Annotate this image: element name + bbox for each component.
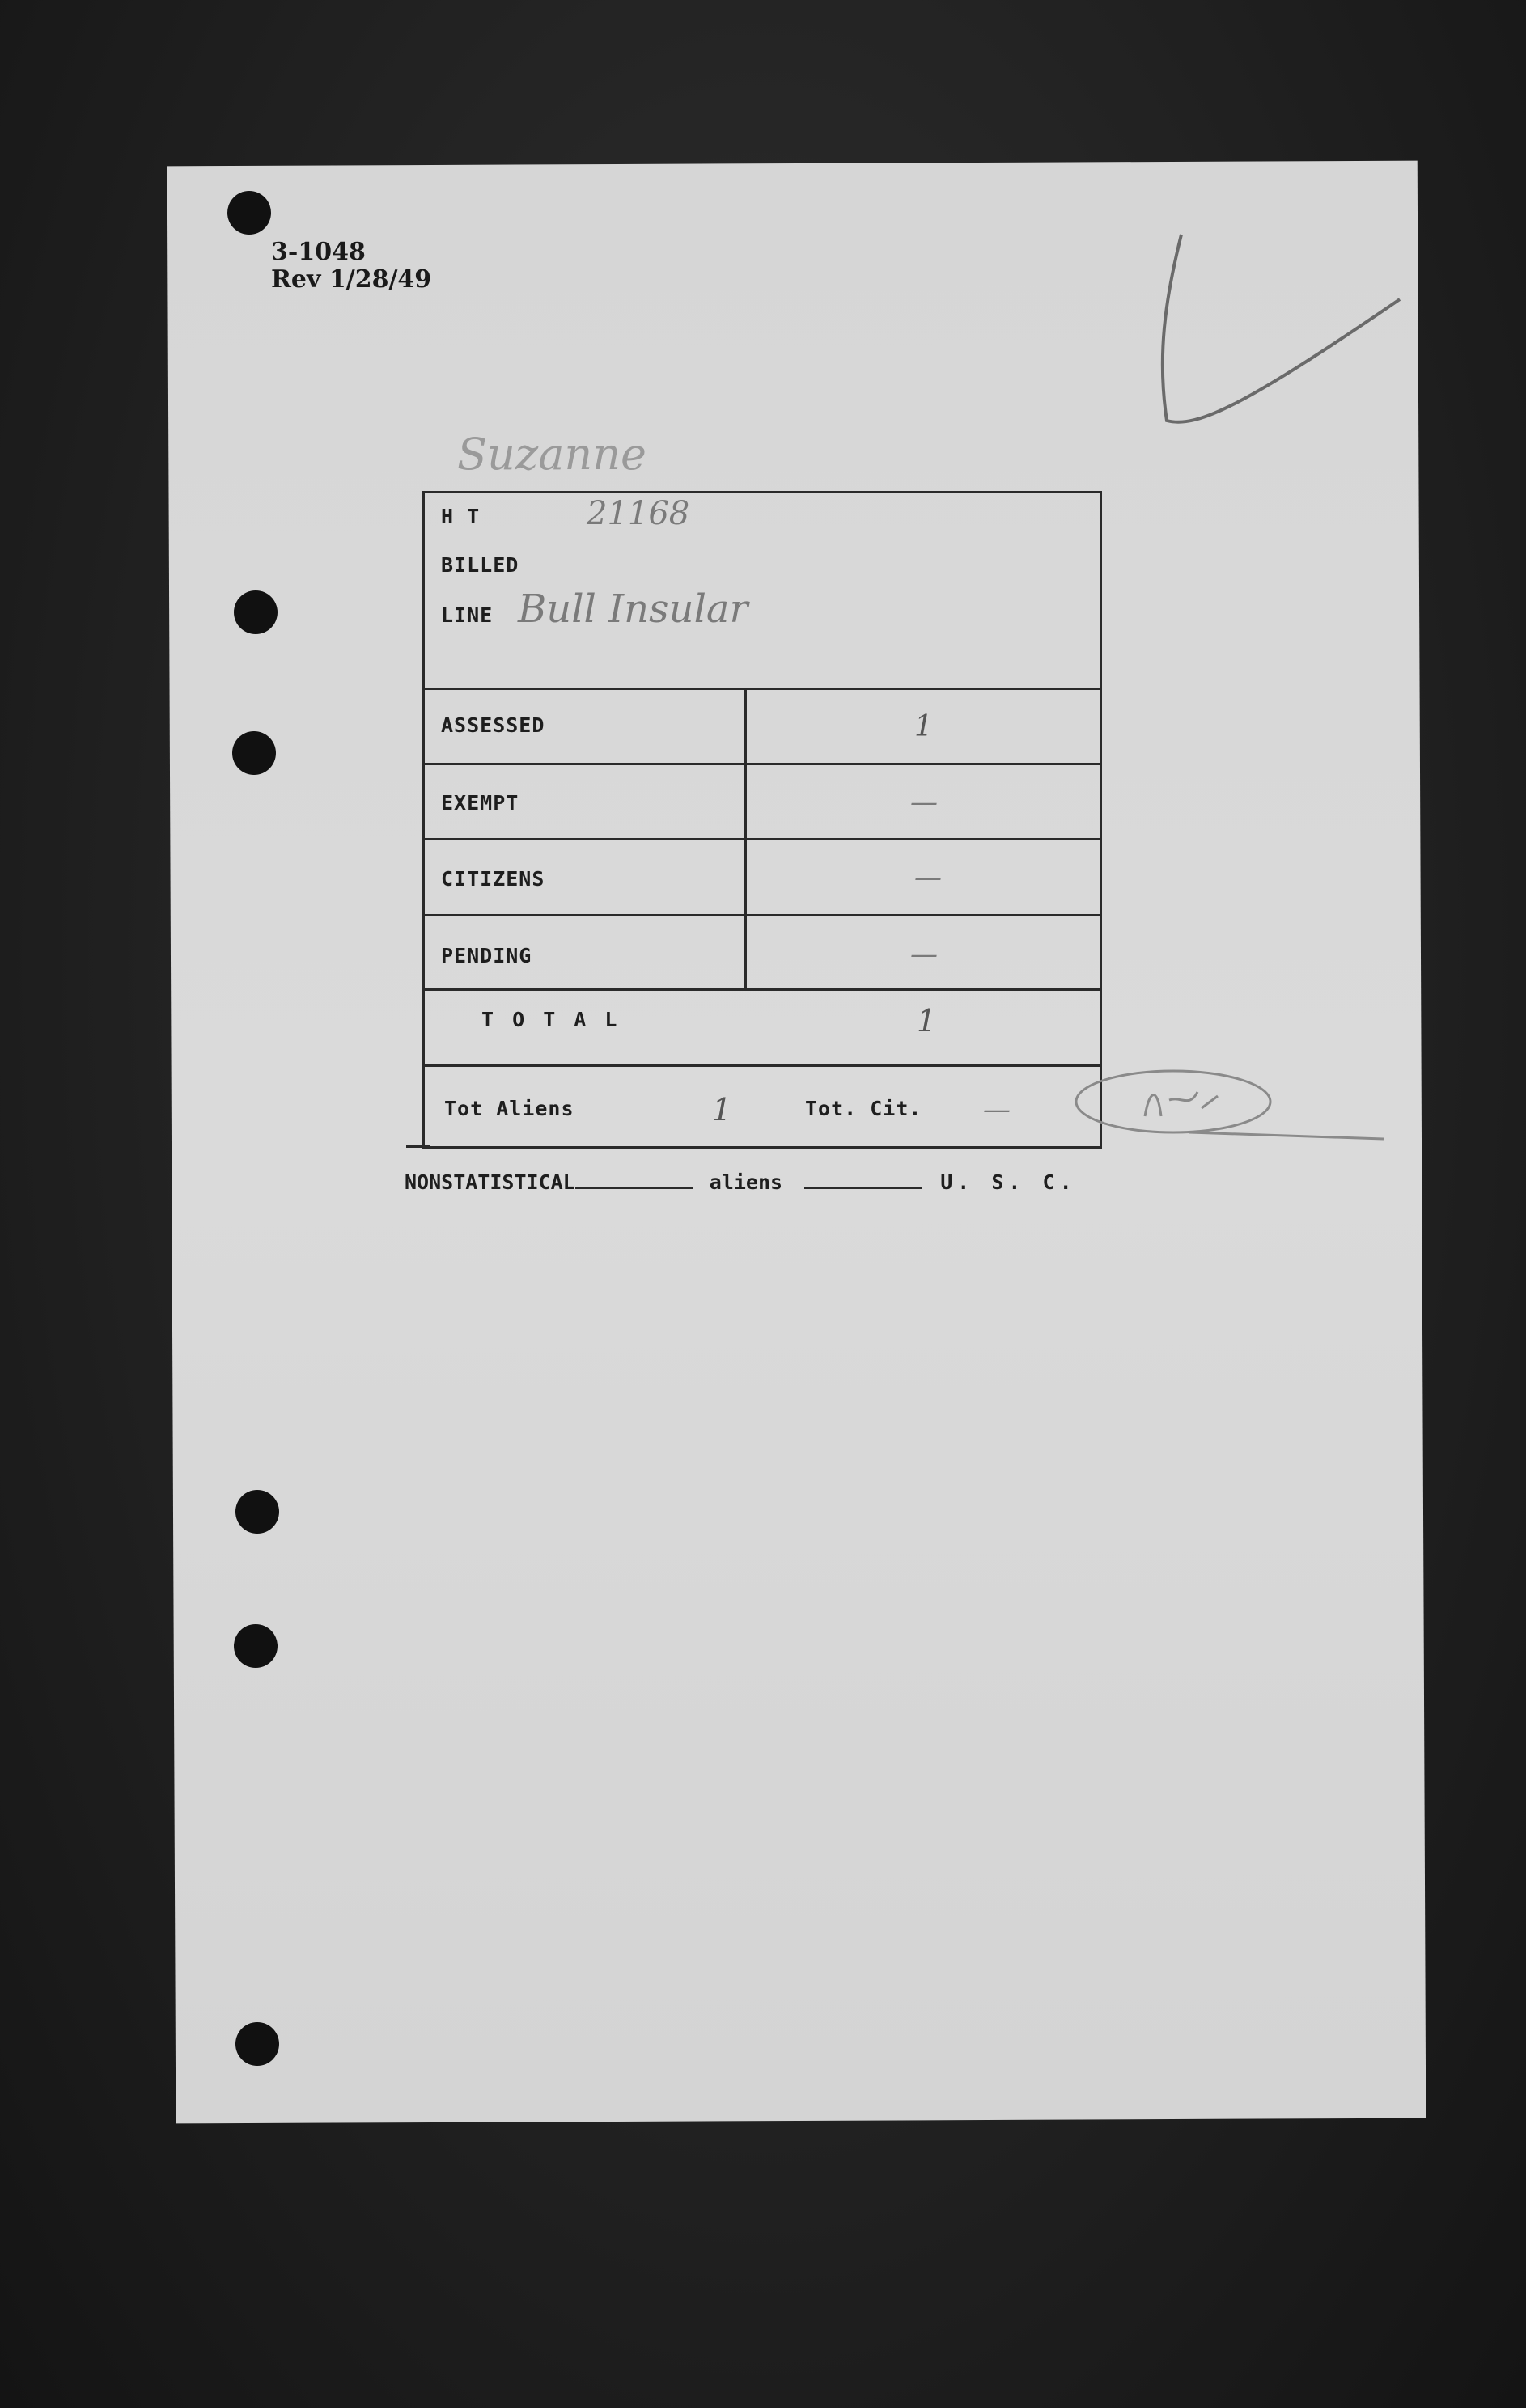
punch-hole [234, 1624, 278, 1668]
row-label-exempt: EXEMPT [441, 791, 519, 815]
tot-aliens-label: Tot Aliens [444, 1097, 574, 1120]
row-label-pending: PENDING [441, 944, 532, 967]
form-revision: Rev 1/28/49 [271, 265, 432, 294]
tot-cit-label: Tot. Cit. [805, 1097, 922, 1120]
blank-field [575, 1169, 693, 1189]
punch-hole [235, 2022, 279, 2066]
punch-hole [235, 1490, 279, 1534]
punch-hole [234, 590, 278, 634]
usc-label: U. S. C. [940, 1170, 1077, 1194]
aliens-label: aliens [709, 1170, 783, 1194]
row-value-exempt: — [910, 786, 938, 819]
divider [425, 1064, 1100, 1067]
nonstatistical-line [405, 1169, 1077, 1194]
divider [406, 1145, 430, 1148]
column-divider [744, 688, 747, 988]
divider [425, 988, 1100, 991]
row-value-pending: — [910, 938, 938, 971]
total-value: 1 [917, 1003, 937, 1039]
row-label-citizens: CITIZENS [441, 867, 545, 891]
form-identifier [271, 239, 431, 294]
line-value: Bull Insular [518, 586, 748, 632]
divider [425, 838, 1100, 840]
divider [425, 763, 1100, 765]
line-label: LINE [441, 603, 494, 627]
ht-label: H T [441, 505, 481, 528]
nonstatistical-label: NONSTATISTICAL [405, 1170, 575, 1194]
divider [425, 688, 1100, 690]
billed-label: BILLED [441, 553, 519, 577]
row-value-assessed: 1 [914, 710, 933, 743]
manifest-summary-box [422, 491, 1102, 1149]
punch-hole [227, 191, 271, 235]
form-number: 3-1048 [271, 238, 366, 266]
punch-hole [232, 731, 276, 775]
check-mark-icon [1149, 226, 1408, 437]
row-value-citizens: — [914, 861, 942, 894]
tot-cit-value: — [983, 1094, 1011, 1126]
initials-stamp-icon [1068, 1060, 1392, 1149]
total-label: T O T A L [481, 1008, 621, 1031]
blank-field [804, 1169, 922, 1189]
handwritten-ship-name: Suzanne [457, 429, 646, 480]
row-label-assessed: ASSESSED [441, 713, 545, 737]
divider [425, 914, 1100, 916]
tot-aliens-value: 1 [712, 1092, 732, 1128]
ht-value: 21168 [587, 495, 690, 532]
